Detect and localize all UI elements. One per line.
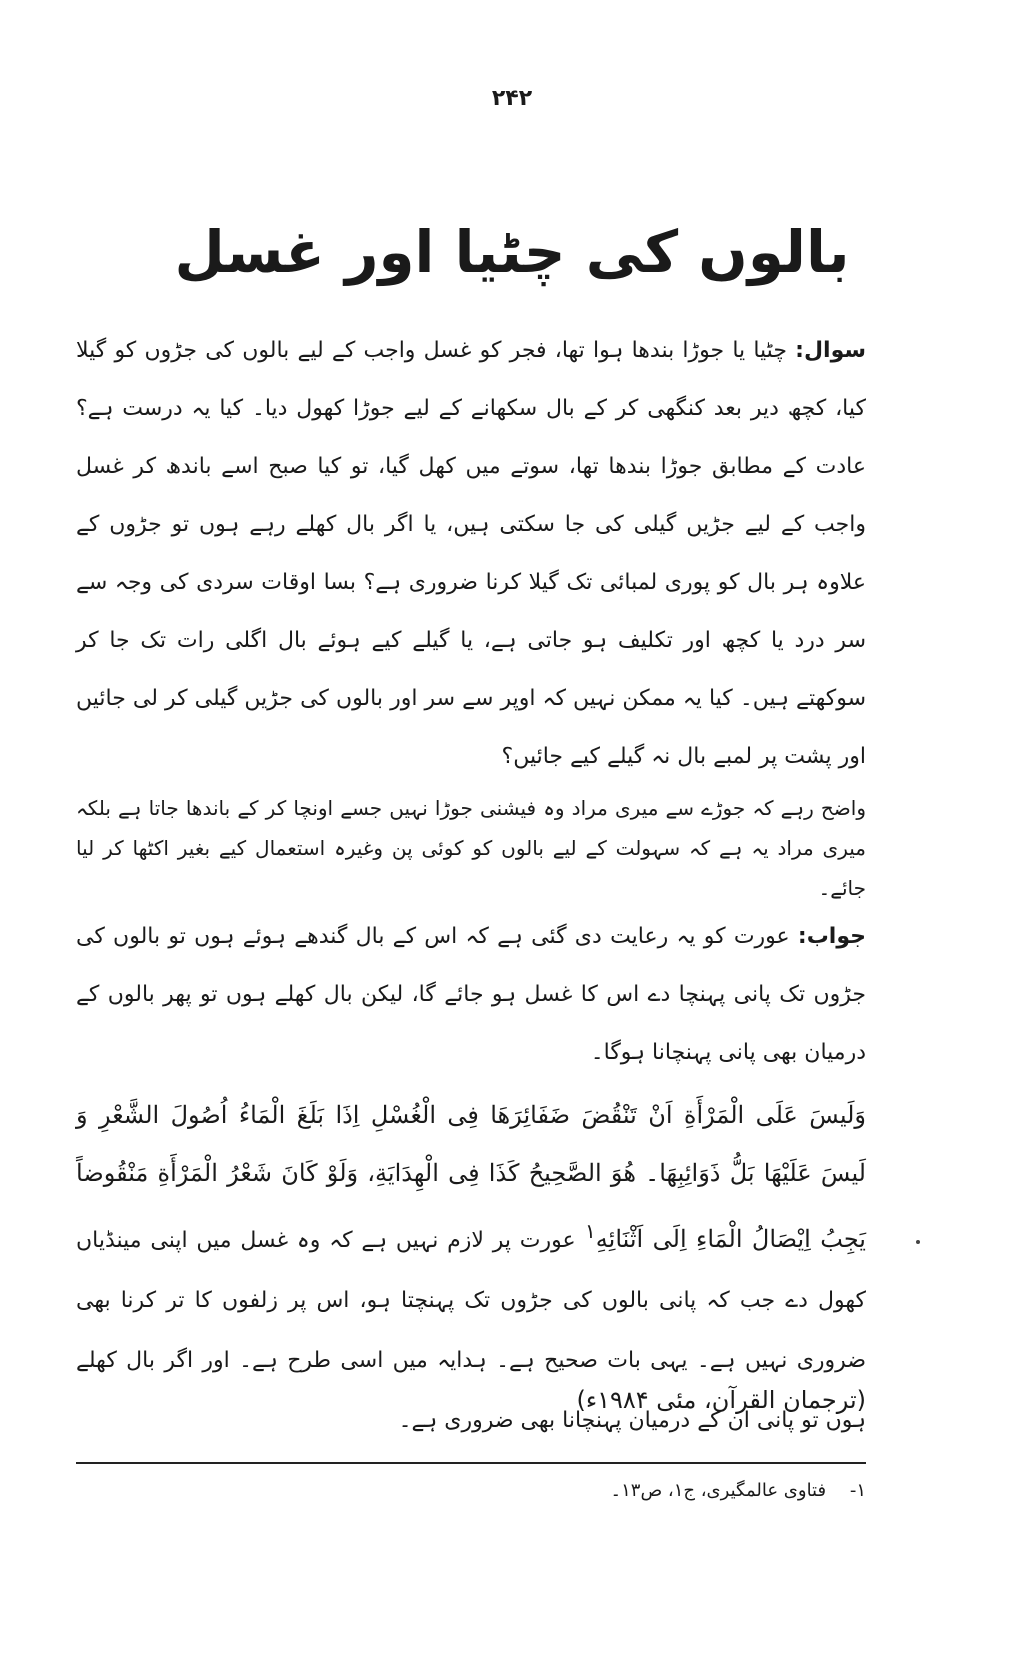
footnote-divider xyxy=(76,1462,866,1464)
footnote-marker: ۱- xyxy=(849,1480,866,1501)
question-note: واضح رہے کہ جوڑے سے میری مراد وہ فیشنی جوڑا نہیں جسے اونچا کر کے باندھا جاتا ہے بلکہ میری مراد یہ ہے کہ سہولت کے لیے بالوں کو کوئی پن وغیرہ استعمال کیے بغیر اکٹھا کر لیا جائے۔ xyxy=(76,796,866,900)
footnote-reference: ۱ xyxy=(585,1219,596,1243)
question-paragraph xyxy=(76,322,866,786)
page-number: ۲۴۲ xyxy=(491,86,533,111)
question-text: چٹیا یا جوڑا بندھا ہوا تھا، فجر کو غسل واجب کے لیے بالوں کی جڑوں کو گیلا کیا، کچھ دیر بعد کنگھی کر کے بال سکھانے کے لیے جوڑا کھول دیا۔ کیا یہ درست ہے؟ عادت کے مطابق جوڑا بندھا تھا، سوتے میں کھل گیا، تو کیا صبح اسے باندھ کر غسل واجب کے لیے جڑیں گیلی کی جا سکتی ہیں، یا اگر بال کھلے رہے ہوں تو جڑوں کے علاوہ ہر بال کو پوری لمبائی تک گیلا کرنا ضروری ہے؟ بسا اوقات سردی کی وجہ سے سر درد یا کچھ اور تکلیف ہو جاتی ہے، یا گیلے کیے ہوئے بال اگلی رات تک جا کر سوکھتے ہیں۔ کیا یہ ممکن نہیں کہ اوپر سے سر اور بالوں کی جڑیں گیلی کر لی جائیں اور پشت پر لمبے بال نہ گیلے کیے جائیں؟ xyxy=(76,338,866,769)
chapter-title: بالوں کی چٹیا اور غسل xyxy=(174,218,850,286)
question-label: سوال: xyxy=(795,338,867,363)
source-citation: (ترجمان القرآن، مئی ۱۹۸۴ء) xyxy=(576,1386,866,1414)
answer-paragraph xyxy=(76,908,866,1082)
answer-text: عورت کو یہ رعایت دی گئی ہے کہ اس کے بال گندھے ہوئے ہوں تو بالوں کی جڑوں تک پانی پہنچا دے اس کا غسل ہو جائے گا، لیکن بال کھلے ہوں تو پھر بالوں کے درمیان بھی پانی پہنچانا ہوگا۔ xyxy=(76,924,866,1065)
answer-label: جواب: xyxy=(797,924,867,949)
footnote-text: فتاوی عالمگیری، ج۱، ص۱۳۔ xyxy=(610,1480,827,1501)
page-body xyxy=(76,322,866,1450)
quote-translation: عورت پر لازم نہیں ہے کہ وہ غسل میں اپنی مینڈیاں کھول دے جب کہ پانی بالوں کی جڑوں تک پہنچتا ہو، اس پر زلفوں کا تر کرنا بھی ضروری نہیں ہے۔ یہی بات صحیح ہے۔ ہدایہ میں اسی طرح ہے۔ اور اگر بال کھلے ہوں تو پانی ان کے درمیان پہنچانا بھی ضروری ہے۔ xyxy=(76,1228,866,1433)
footnote xyxy=(76,1480,866,1501)
scan-speck xyxy=(916,1240,920,1244)
arabic-quote: وَلَيسَ عَلَى الْمَرْأَةِ اَنْ تَنْقُضَ ضَفَائِرَهَا فِى الْغُسْلِ اِذَا بَلَغَ الْمَاءُ اُصُولَ الشَّعْرِ وَ لَيسَ عَلَيْهَا بَلُّ ذَوَائِبِهَا۔ هُوَ الصَّحِيحُ كَذَا فِى الْهِدَايَةِ، وَلَوْ كَانَ شَعْرُ الْمَرْأَةِ مَنْقُوضاً يَجِبُ اِيْصَالُ الْمَاءِ اِلَى اَثْنَائِهِ xyxy=(76,1101,867,1253)
